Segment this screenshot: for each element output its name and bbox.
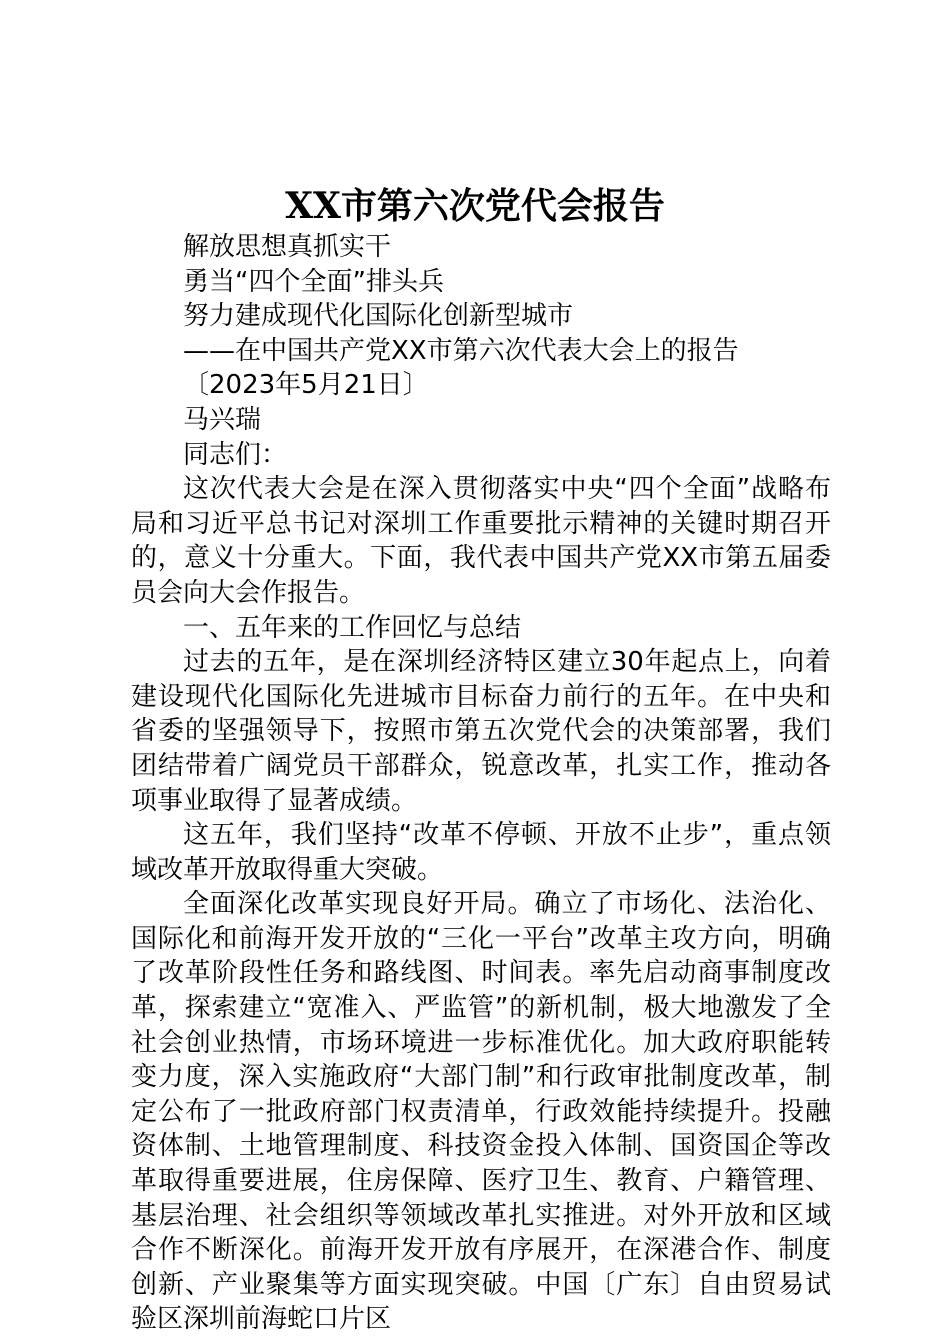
author-name: 马兴瑞	[183, 404, 262, 435]
subtitle-line-3: 努力建成现代化国际化创新型城市	[183, 301, 574, 332]
section-heading-1: 一、五年来的工作回忆与总结	[183, 612, 522, 643]
paragraph-review: 过去的五年，是在深圳经济特区建立30年起点上，向着建设现代化国际化先进城市目标奋力前行的五年。在中央和省委的坚强领导下，按照市第五次党代会的决策部署，我们团结带着广阔党员干部群众，锐意改革，扎实工作，推动各项事业取得了显著成绩。	[131, 647, 831, 816]
report-occasion-line: ——在中国共产党XX市第六次代表大会上的报告	[183, 335, 739, 366]
document-title: XX市第六次党代会报告	[285, 185, 665, 227]
paragraph-reform-summary: 这五年，我们坚持“改革不停顿、开放不止步”，重点领域改革开放取得重大突破。	[131, 820, 831, 885]
paragraph-reform-detail: 全面深化改革实现良好开局。确立了市场化、法治化、国际化和前海开发开放的“三化一平台”改革主攻方向，明确了改革阶段性任务和路线图、时间表。率先启动商事制度改革，探索建立“宽准入、严监管”的新机制，极大地激发了全社会创业热情，市场环境进一步标准优化。加大政府职能转变力度，深入实施政府“大部门制”和行政审批制度改革，制定公布了一批政府部门权责清单，行政效能持续提升。投融资体制、土地管理制度、科技资金投入体制、国资国企等改革取得重要进展，住房保障、医疗卫生、教育、户籍管理、基层治理、社会组织等领域改革扎实推进。对外开放和区域合作不断深化。前海开发开放有序展开，在深港合作、制度创新、产业聚集等方面实现突破。中国〔广东〕自由贸易试验区深圳前海蛇口片区	[131, 889, 831, 1335]
subtitle-line-2: 勇当“四个全面”排头兵	[183, 266, 444, 297]
document-body	[131, 230, 831, 1337]
report-date: 〔2023年5月21日〕	[183, 370, 429, 401]
salutation: 同志们：	[183, 439, 288, 470]
subtitle-line-1: 解放思想真抓实干	[183, 232, 392, 262]
paragraph-intro: 这次代表大会是在深入贯彻落实中央“四个全面”战略布局和习近平总书记对深圳工作重要批示精神的关键时期召开的，意义十分重大。下面，我代表中国共产党XX市第五届委员会向大会作报告。	[131, 474, 831, 608]
